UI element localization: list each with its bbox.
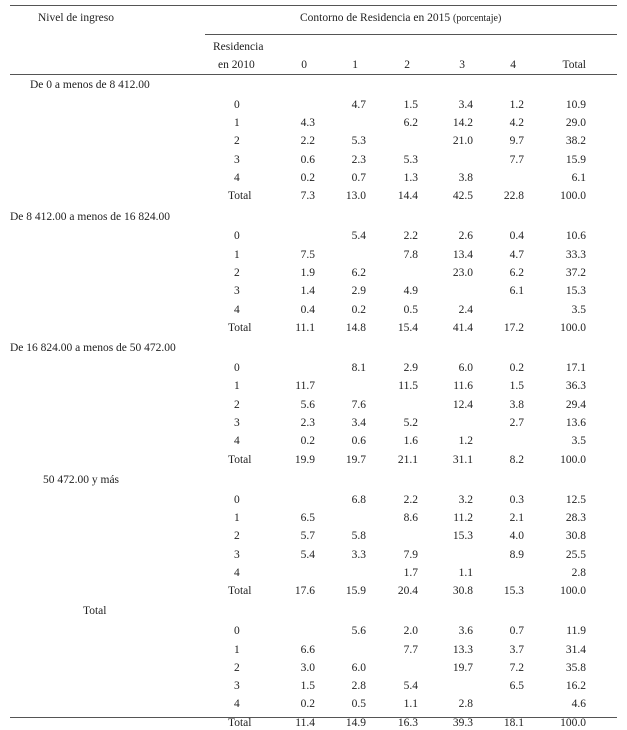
- column-header: 4: [510, 59, 516, 71]
- row-label: 0: [234, 98, 240, 111]
- table-cell: 18.1: [503, 716, 524, 729]
- table-cell: 16.2: [565, 680, 586, 693]
- group-label: Total: [83, 605, 107, 618]
- row-label: 1: [234, 643, 240, 656]
- header-group-rule: [205, 34, 617, 35]
- table-cell: 15.3: [503, 585, 524, 598]
- table-cell: 0.2: [351, 303, 366, 316]
- table-cell: 31.4: [565, 643, 586, 656]
- table-cell: 7.3: [300, 190, 315, 203]
- table-cell: 14.8: [345, 321, 366, 334]
- table-cell: 2.2: [403, 493, 418, 506]
- row-label: Total: [228, 321, 252, 334]
- table-cell: 0.7: [351, 172, 366, 184]
- table-cell: 1.1: [403, 698, 418, 711]
- row-label: 0: [234, 230, 240, 243]
- table-cell: 38.2: [565, 135, 586, 148]
- table-cell: 2.1: [509, 511, 524, 524]
- row-label: 3: [234, 153, 240, 166]
- table-cell: 1.5: [403, 98, 418, 111]
- row-label: 0: [234, 625, 240, 638]
- table-cell: 9.7: [509, 135, 524, 148]
- table-cell: 12.4: [452, 398, 473, 411]
- row-label: Total: [228, 716, 252, 729]
- table-cell: 1.7: [403, 566, 418, 579]
- table-cell: 2.3: [300, 416, 315, 429]
- table-cell: 6.5: [509, 680, 524, 693]
- table-cell: 4.9: [403, 285, 418, 298]
- table-cell: 4.3: [300, 117, 315, 130]
- table-cell: 5.4: [351, 230, 366, 243]
- table-cell: 5.4: [403, 680, 418, 693]
- row-label: 4: [234, 172, 240, 184]
- table-cell: 17.1: [565, 362, 586, 374]
- row-label: Total: [228, 453, 252, 466]
- table-cell: 13.4: [452, 248, 473, 261]
- table-cell: 0.3: [509, 493, 524, 506]
- table-cell: 14.2: [452, 117, 473, 130]
- table-cell: 1.1: [458, 566, 473, 579]
- table-cell: 100.0: [560, 585, 586, 598]
- row-label: 3: [234, 548, 240, 561]
- table-cell: 28.3: [565, 511, 586, 524]
- group-label: De 16 824.00 a menos de 50 472.00: [10, 342, 176, 355]
- row-label: 1: [234, 248, 240, 261]
- table-cell: 6.1: [571, 172, 586, 184]
- table-cell: 2.0: [403, 625, 418, 638]
- table-cell: 7.6: [351, 398, 366, 411]
- table-cell: 3.5: [571, 303, 586, 316]
- table-cell: 7.8: [403, 248, 418, 261]
- table-cell: 3.7: [509, 643, 524, 656]
- row-label: 4: [234, 303, 240, 316]
- table-cell: 17.6: [294, 585, 315, 598]
- row-label: 2: [234, 135, 240, 148]
- table-cell: 2.8: [571, 566, 586, 579]
- table-cell: 5.6: [351, 625, 366, 638]
- row-label: 4: [234, 698, 240, 711]
- table-cell: 21.0: [452, 135, 473, 148]
- table-cell: 1.2: [458, 435, 473, 448]
- table-cell: 7.2: [509, 661, 524, 674]
- table-cell: 13.3: [452, 643, 473, 656]
- table-cell: 2.4: [458, 303, 473, 316]
- table-cell: 19.9: [294, 453, 315, 466]
- table-cell: 19.7: [452, 661, 473, 674]
- table-cell: 5.3: [403, 153, 418, 166]
- group-label: De 0 a menos de 8 412.00: [30, 79, 150, 91]
- table-cell: 3.8: [458, 172, 473, 184]
- row-header-line2: en 2010: [218, 59, 255, 71]
- table-cell: 1.5: [509, 380, 524, 393]
- table-cell: 17.2: [503, 321, 524, 334]
- top-rule: [10, 5, 617, 6]
- row-label: 1: [234, 117, 240, 130]
- table-cell: 30.8: [452, 585, 473, 598]
- table-cell: 7.5: [300, 248, 315, 261]
- group-label: 50 472.00 y más: [43, 473, 120, 486]
- table-cell: 3.4: [458, 98, 473, 111]
- row-header-line1: Residencia: [213, 41, 264, 53]
- group-title-unit: (porcentaje): [452, 13, 502, 24]
- table-cell: 0.7: [509, 625, 524, 638]
- table-cell: 41.4: [452, 321, 473, 334]
- table-cell: 2.7: [509, 416, 524, 429]
- table-cell: 14.9: [345, 716, 366, 729]
- table-cell: 0.2: [300, 172, 315, 184]
- table-cell: 7.7: [509, 153, 524, 166]
- row-label: Total: [228, 190, 252, 203]
- table-cell: 15.9: [345, 585, 366, 598]
- table-cell: 0.2: [300, 698, 315, 711]
- row-label: 2: [234, 267, 240, 279]
- table-cell: 2.8: [458, 698, 473, 711]
- table-cell: 35.8: [565, 661, 586, 674]
- table-cell: 5.7: [300, 530, 315, 543]
- table-cell: 4.7: [351, 98, 366, 111]
- group-title-text: Contorno de Residencia en 2015: [300, 12, 451, 24]
- table-cell: 2.9: [403, 362, 418, 374]
- table-cell: 8.1: [351, 362, 366, 374]
- table-cell: 37.2: [565, 267, 586, 279]
- table-cell: 0.5: [351, 698, 366, 711]
- table-cell: 1.9: [300, 267, 315, 279]
- column-header: 0: [301, 59, 307, 71]
- row-label: 3: [234, 285, 240, 298]
- income-level-header: Nivel de ingreso: [38, 12, 115, 24]
- table-cell: 0.6: [300, 153, 315, 166]
- table-cell: 5.3: [351, 135, 366, 148]
- table-cell: 7.9: [403, 548, 418, 561]
- row-label: 2: [234, 661, 240, 674]
- table-cell: 19.7: [345, 453, 366, 466]
- table-cell: 15.3: [565, 285, 586, 298]
- header-bottom-rule: [10, 74, 617, 75]
- table-cell: 8.9: [509, 548, 524, 561]
- table-cell: 1.5: [300, 680, 315, 693]
- table-cell: 10.6: [565, 230, 586, 243]
- table-cell: 8.2: [509, 453, 524, 466]
- table-cell: 11.7: [295, 380, 315, 393]
- row-label: 3: [234, 680, 240, 693]
- table-cell: 10.9: [565, 98, 586, 111]
- table-cell: 2.8: [351, 680, 366, 693]
- row-label: Total: [228, 585, 252, 598]
- table-cell: 6.0: [458, 362, 473, 374]
- table-cell: 5.4: [300, 548, 315, 561]
- table-cell: 21.1: [397, 453, 418, 466]
- table-cell: 2.9: [351, 285, 366, 298]
- table-cell: 22.8: [503, 190, 524, 203]
- table-cell: 100.0: [560, 453, 586, 466]
- table-cell: 2.3: [351, 153, 366, 166]
- table-cell: 5.6: [300, 398, 315, 411]
- table-cell: 31.1: [452, 453, 473, 466]
- table-cell: 11.5: [398, 380, 418, 393]
- table-cell: 3.3: [351, 548, 366, 561]
- table-cell: 36.3: [565, 380, 586, 393]
- table-cell: 4.2: [509, 117, 524, 130]
- table-cell: 0.2: [300, 435, 315, 448]
- table-cell: 15.3: [452, 530, 473, 543]
- table-cell: 0.4: [509, 230, 524, 243]
- table-cell: 6.6: [300, 643, 315, 656]
- column-header: 2: [404, 59, 410, 71]
- table-cell: 2.2: [403, 230, 418, 243]
- table-cell: 6.5: [300, 511, 315, 524]
- table-cell: 11.2: [453, 511, 473, 524]
- table-cell: 15.9: [565, 153, 586, 166]
- table-cell: 3.0: [300, 661, 315, 674]
- table-cell: 33.3: [565, 248, 586, 261]
- group-title: [300, 11, 501, 26]
- table-cell: 2.6: [458, 230, 473, 243]
- row-label: 2: [234, 530, 240, 543]
- column-header: Total: [562, 59, 586, 71]
- table-cell: 16.3: [397, 716, 418, 729]
- row-label: 4: [234, 566, 240, 579]
- table-cell: 11.9: [566, 625, 586, 638]
- table-cell: 30.8: [565, 530, 586, 543]
- table-cell: 3.2: [458, 493, 473, 506]
- table-cell: 4.7: [509, 248, 524, 261]
- table-cell: 4.6: [571, 698, 586, 711]
- row-label: 0: [234, 493, 240, 506]
- table-cell: 3.4: [351, 416, 366, 429]
- table-cell: 0.4: [300, 303, 315, 316]
- table-cell: 3.6: [458, 625, 473, 638]
- column-header: 3: [459, 59, 465, 71]
- table-cell: 6.1: [509, 285, 524, 298]
- table-cell: 0.6: [351, 435, 366, 448]
- table-cell: 42.5: [452, 190, 473, 203]
- table-cell: 1.4: [300, 285, 315, 298]
- table-cell: 0.2: [509, 362, 524, 374]
- table-cell: 39.3: [452, 716, 473, 729]
- row-label: 3: [234, 416, 240, 429]
- table-cell: 6.8: [351, 493, 366, 506]
- table-cell: 13.6: [565, 416, 586, 429]
- table-cell: 1.3: [403, 172, 418, 184]
- table-cell: 25.5: [565, 548, 586, 561]
- table-cell: 100.0: [560, 716, 586, 729]
- table-cell: 11.6: [453, 380, 473, 393]
- table-cell: 14.4: [397, 190, 418, 203]
- table-cell: 4.0: [509, 530, 524, 543]
- table-cell: 1.6: [403, 435, 418, 448]
- table-cell: 5.2: [403, 416, 418, 429]
- table-cell: 8.6: [403, 511, 418, 524]
- table-cell: 1.2: [509, 98, 524, 111]
- row-label: 2: [234, 398, 240, 411]
- table-cell: 23.0: [452, 267, 473, 279]
- table-cell: 11.1: [295, 321, 315, 334]
- table-cell: 6.2: [509, 267, 524, 279]
- table-cell: 29.4: [565, 398, 586, 411]
- table-cell: 6.2: [351, 267, 366, 279]
- table-cell: 29.0: [565, 117, 586, 130]
- row-label: 1: [234, 511, 240, 524]
- table-cell: 3.8: [509, 398, 524, 411]
- table-cell: 2.2: [300, 135, 315, 148]
- table-cell: 15.4: [397, 321, 418, 334]
- table-cell: 20.4: [397, 585, 418, 598]
- row-label: 0: [234, 362, 240, 374]
- column-header: 1: [352, 59, 358, 71]
- table-cell: 13.0: [345, 190, 366, 203]
- table-cell: 6.0: [351, 661, 366, 674]
- table-cell: 100.0: [560, 321, 586, 334]
- table-cell: 7.7: [403, 643, 418, 656]
- row-label: 1: [234, 380, 240, 393]
- table-cell: 100.0: [560, 190, 586, 203]
- table-cell: 11.4: [295, 716, 315, 729]
- table-cell: 5.8: [351, 530, 366, 543]
- table-cell: 0.5: [403, 303, 418, 316]
- row-label: 4: [234, 435, 240, 448]
- table-cell: 12.5: [565, 493, 586, 506]
- table-cell: 3.5: [571, 435, 586, 448]
- group-label: De 8 412.00 a menos de 16 824.00: [10, 210, 171, 223]
- table-cell: 6.2: [403, 117, 418, 130]
